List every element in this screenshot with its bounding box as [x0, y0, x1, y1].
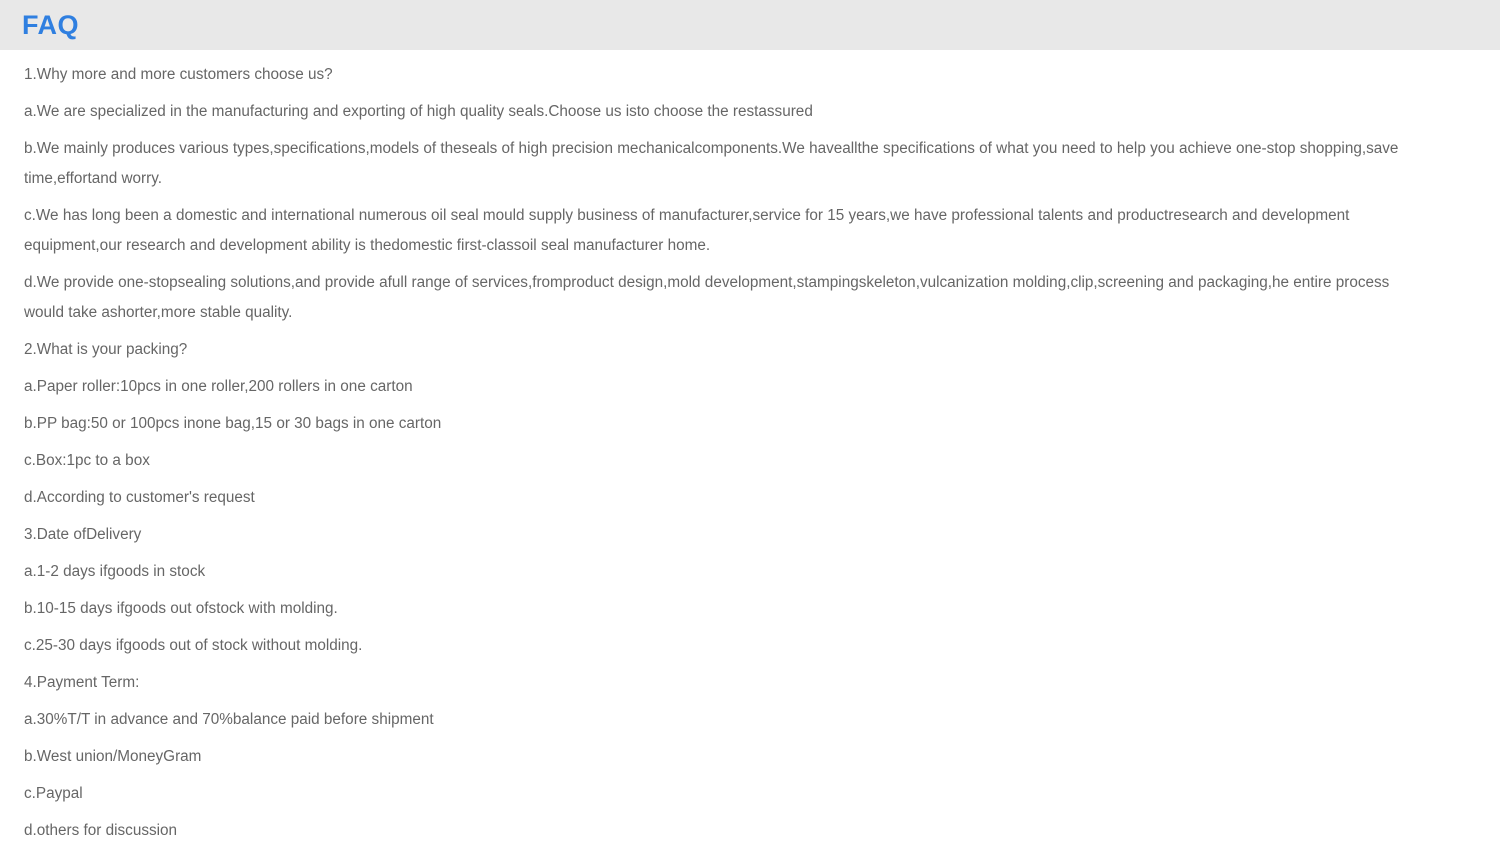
faq-question: 1.Why more and more customers choose us?: [24, 66, 333, 83]
page-title: FAQ: [22, 9, 80, 40]
faq-answer: a.Paper roller:10pcs in one roller,200 rollers in one carton: [24, 378, 413, 395]
faq-answer: d.others for discussion: [24, 822, 178, 839]
faq-answer: c.Paypal: [24, 785, 83, 802]
faq-header: [0, 0, 1500, 50]
faq-answer: a.We are specialized in the manufacturing and exporting of high quality seals.Choose us isto choose the restassured: [24, 103, 813, 120]
faq-answer: d.We provide one-stopsealing solutions,and provide afull range of services,fromproduct design,mold development,stampingskeleton,vulcanization molding,clip,screening and packaging,he entire process would take ashorter,more stable quality.: [24, 274, 1390, 321]
faq-answer: c.We has long been a domestic and international numerous oil seal mould supply business of manufacturer,service for 15 years,we have professional talents and productresearch and development equipment,our research and development ability is thedomestic first-classoil seal manufacturer home.: [24, 207, 1350, 254]
faq-answer: b.We mainly produces various types,specifications,models of theseals of high precision mechanicalcomponents.We haveallthe specifications of what you need to help you achieve one-stop shopping,save time,effortand worry.: [24, 140, 1399, 187]
faq-answer: b.West union/MoneyGram: [24, 748, 202, 765]
faq-question: 3.Date ofDelivery: [24, 526, 142, 543]
faq-answer: a.1-2 days ifgoods in stock: [24, 563, 206, 580]
faq-answer: a.30%T/T in advance and 70%balance paid before shipment: [24, 711, 434, 728]
faq-question: 2.What is your packing?: [24, 341, 188, 358]
faq-content: [0, 50, 1500, 846]
faq-answer: b.PP bag:50 or 100pcs inone bag,15 or 30 bags in one carton: [24, 415, 442, 432]
faq-answer: c.25-30 days ifgoods out of stock without molding.: [24, 637, 363, 654]
faq-question: 4.Payment Term:: [24, 674, 140, 691]
faq-answer: b.10-15 days ifgoods out ofstock with molding.: [24, 600, 338, 617]
faq-answer: d.According to customer's request: [24, 489, 255, 506]
faq-answer: c.Box:1pc to a box: [24, 452, 150, 469]
